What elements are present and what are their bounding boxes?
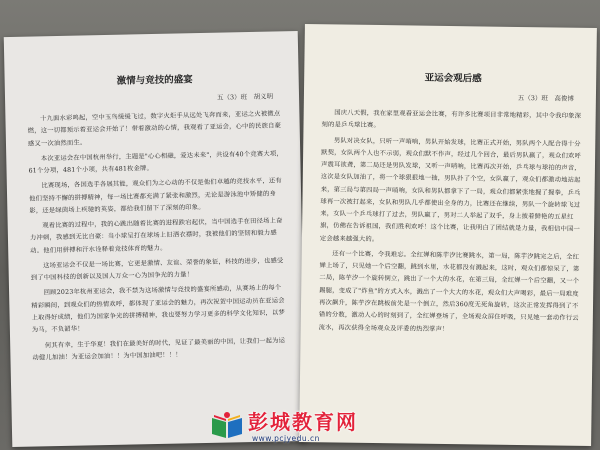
essay-paragraph: 何其有幸，生于华夏！我们在最美好的时代，见证了最美丽的中国，让我们一起为运动健儿加油！为亚运会加油！！为中国加油吧！！！: [32, 336, 286, 362]
essay-paragraph: 国庆八天假，我在家里观看亚运会比赛，有许多比赛项目非常地精彩，其中令我印象深刻的是乒乓球比赛。: [321, 109, 582, 130]
essay-page-left: [4, 31, 307, 447]
essay-title: 亚运会观后感: [424, 72, 482, 85]
watermark-url: www.pcjyedu.cn: [252, 434, 320, 443]
essay-paragraph: 十九面水彩鸣起，空中玉鸟缓缓飞过，数字火炬手从远处飞奔而来，亚运之火被微点燃，这一切都预示着亚运会开始了！带着激动的心情，我观看了亚运会，心中的民族自豪感又一次油然而生。: [27, 110, 282, 148]
site-watermark: [210, 404, 400, 448]
essay-paragraph: 本次亚运会在中国杭州举行，主题是"心心相融，爱达未来"，共设有40个竞赛大项，61个分项，481个小项，共有481枚金牌。: [28, 150, 283, 175]
essay-paragraph: 还有一个比赛，令我难忘。全红婵和陈芋汐比赛跳水，第一局，陈芋汐跳完之后，全红婵上场了，只见她一个后空翻，跳到水里，水花都没有溅起来，这时，观众们都惊呆了，第二局，陈芋汐一个旋转倒立，跳出了一个大的水花，在第三局，全红婵一个后空翻，又一个踢腿，变成了"炸鱼"的方式入水，溅出了一个大大的水花，观众们大声喝彩，最后一局难度再次飙升，陈芋汐在跳板前先是一个倒立，然后360度无死角旋转，这次正常发挥得到了不错的分数，激动人心的时刻到了，全红婵登场了，全场观众屏住呼吸，只见她一套动作行云流水，再次获得全场观众及评委的热烈掌声！: [318, 250, 580, 333]
essay-paragraph: 男队对决女队，只听一声哨响，男队开始发球，比赛正式开始，男队两个人配合得十分默契，女队两个人也不示弱，观众们默不作声，经过几个回合，最后男队赢了，观众们欢呼声震耳欲聋，第二局还是男队发球，又听一声哨响，比赛再次开始，乒乓球与球拍的声音，这次是女队加油了，将一个球狠狠地一抽，男队扑了个空，女队赢了，观众们都激动地站起来，第三局与第四局一声哨响，女队和男队都拿下了一局，观众们都紧张地握了握拳，乒乓球再一次被打起来，女队和男队几乎都使出全身的力，比赛还在继续，男队一个旋转球飞过来，女队一个乒乓球打了过去，男队赢了，男对二人举起了双手，身上披着鲜艳的五星红旗，仿佛在告诉祖国，我们胜利欢呼！这个比赛，让我明白了团结就是力量，我相信中国一定会越来越强大的。: [319, 136, 582, 243]
essay-paragraph: 比赛现场，各国选手各展其能，观众们为之心动的不仅是他们卓越的竞技水平，还有他们坚持不懈的拼搏精神，每一场比赛都充满了紧张和激烈，无论是游泳池中矫健的身影，还是绿茵场上疾驰的英姿，都给我们留下了深刻的印象。: [29, 177, 282, 215]
essay-byline: 五（3）班 高俊博: [517, 93, 574, 103]
essay-page-right: [299, 24, 597, 446]
essay-byline: 五（3）班 胡义明: [216, 92, 274, 102]
watermark-title: 彭城教育网: [248, 410, 358, 434]
books-logo-icon: [210, 410, 244, 440]
essay-paragraph: 观看比赛的过程中，我的心跳出随着比赛的进程跌宕起伏，当中国选手在田径场上奋力冲刺，我感到无比自豪：当小球呈打在球场上旧洒衣襟时，我被他们的坚韧和毅力感动。他们用拼搏和汗水诠释着竞技体育的魅力。: [29, 217, 283, 255]
essay-paragraph: 回顾2023年杭州亚运会，我不禁为这场激情与竞技的盛宴所感动，从赛场上的每个精彩瞬间，到观众们的热情欢呼，都体现了亚运会的魅力，再次祝贺中国运动员在亚运会上取得好成绩，他们为国家争光的拼搏精神，我也要努力学习更多的科学文化知识，以梦为马，不负韶华！: [31, 284, 286, 334]
essay-paragraph: 这场亚运会不仅是一场比赛，它更是激情、友谊、荣誉的象征，科技的进步，也感受到了中国科技的创新以及国人万众一心为国争光的力量！: [30, 257, 284, 282]
essay-title: 激情与竞技的盛宴: [116, 74, 193, 87]
